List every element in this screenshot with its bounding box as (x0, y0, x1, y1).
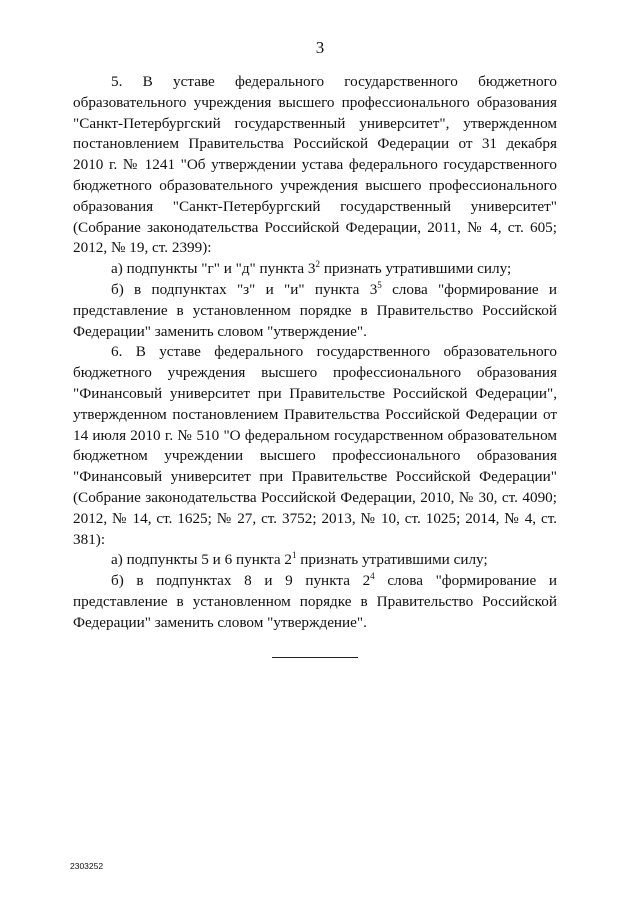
item-5: 5. В уставе федерального государственного бюджетного образовательного учреждения высшего профессионального образования "Санкт-Петербургский государственный университет", утвержденном постановлением Правительства Российской Федерации от 31 декабря 2010 г. № 1241 "Об утверждении устава федерального государственного бюджетного образовательного учреждения высшего профессионального образования "Санкт-Петербургский государственный университет" (Собрание законодательства Российской Федерации, 2011, № 4, ст. 605; 2012, № 19, ст. 2399): (73, 73, 557, 257)
item-5-a: а) подпункты "г" и "д" пункта $3^2$ признать утратившими силу; (111, 259, 512, 278)
item-6-b: б) в подпунктах 8 и 9 пункта $2^4$ слова "формирование и представление в установленном порядке в Правительство Российской Федерации" заменить словом "утверждение". (73, 571, 557, 631)
item-5-b: б) в подпунктах "з" и "и" пункта $3^5$ слова "формирование и представление в установленном порядке в Правительство Российской Федерации" заменить словом "утверждение". (73, 279, 557, 340)
item-6: 6. В уставе федерального государственного образовательного бюджетного учреждения высшего профессионального образования "Финансовый университет при Правительстве Российской Федерации", утвержденном постановлением Правительства Российской Федерации от 14 июля 2010 г. № 510 "О федеральном государственном образовательном бюджетном учреждении высшего профессионального образования "Финансовый университет при Правительстве Российской Федерации" (Собрание законодательства Российской Федерации, 2010, № 30, ст. 4090; 2012, № 14, ст. 1625; № 27, ст. 3752; 2013, № 10, ст. 1025; 2014, № 4, ст. 381): (73, 343, 557, 548)
page-number: 3 (315, 38, 325, 57)
document-body (73, 72, 557, 634)
document-code: 2303252 (70, 861, 104, 871)
end-divider (272, 657, 358, 658)
item-6-a: а) подпункты 5 и 6 пункта $2^1$ признать утратившими силу; (111, 550, 488, 569)
